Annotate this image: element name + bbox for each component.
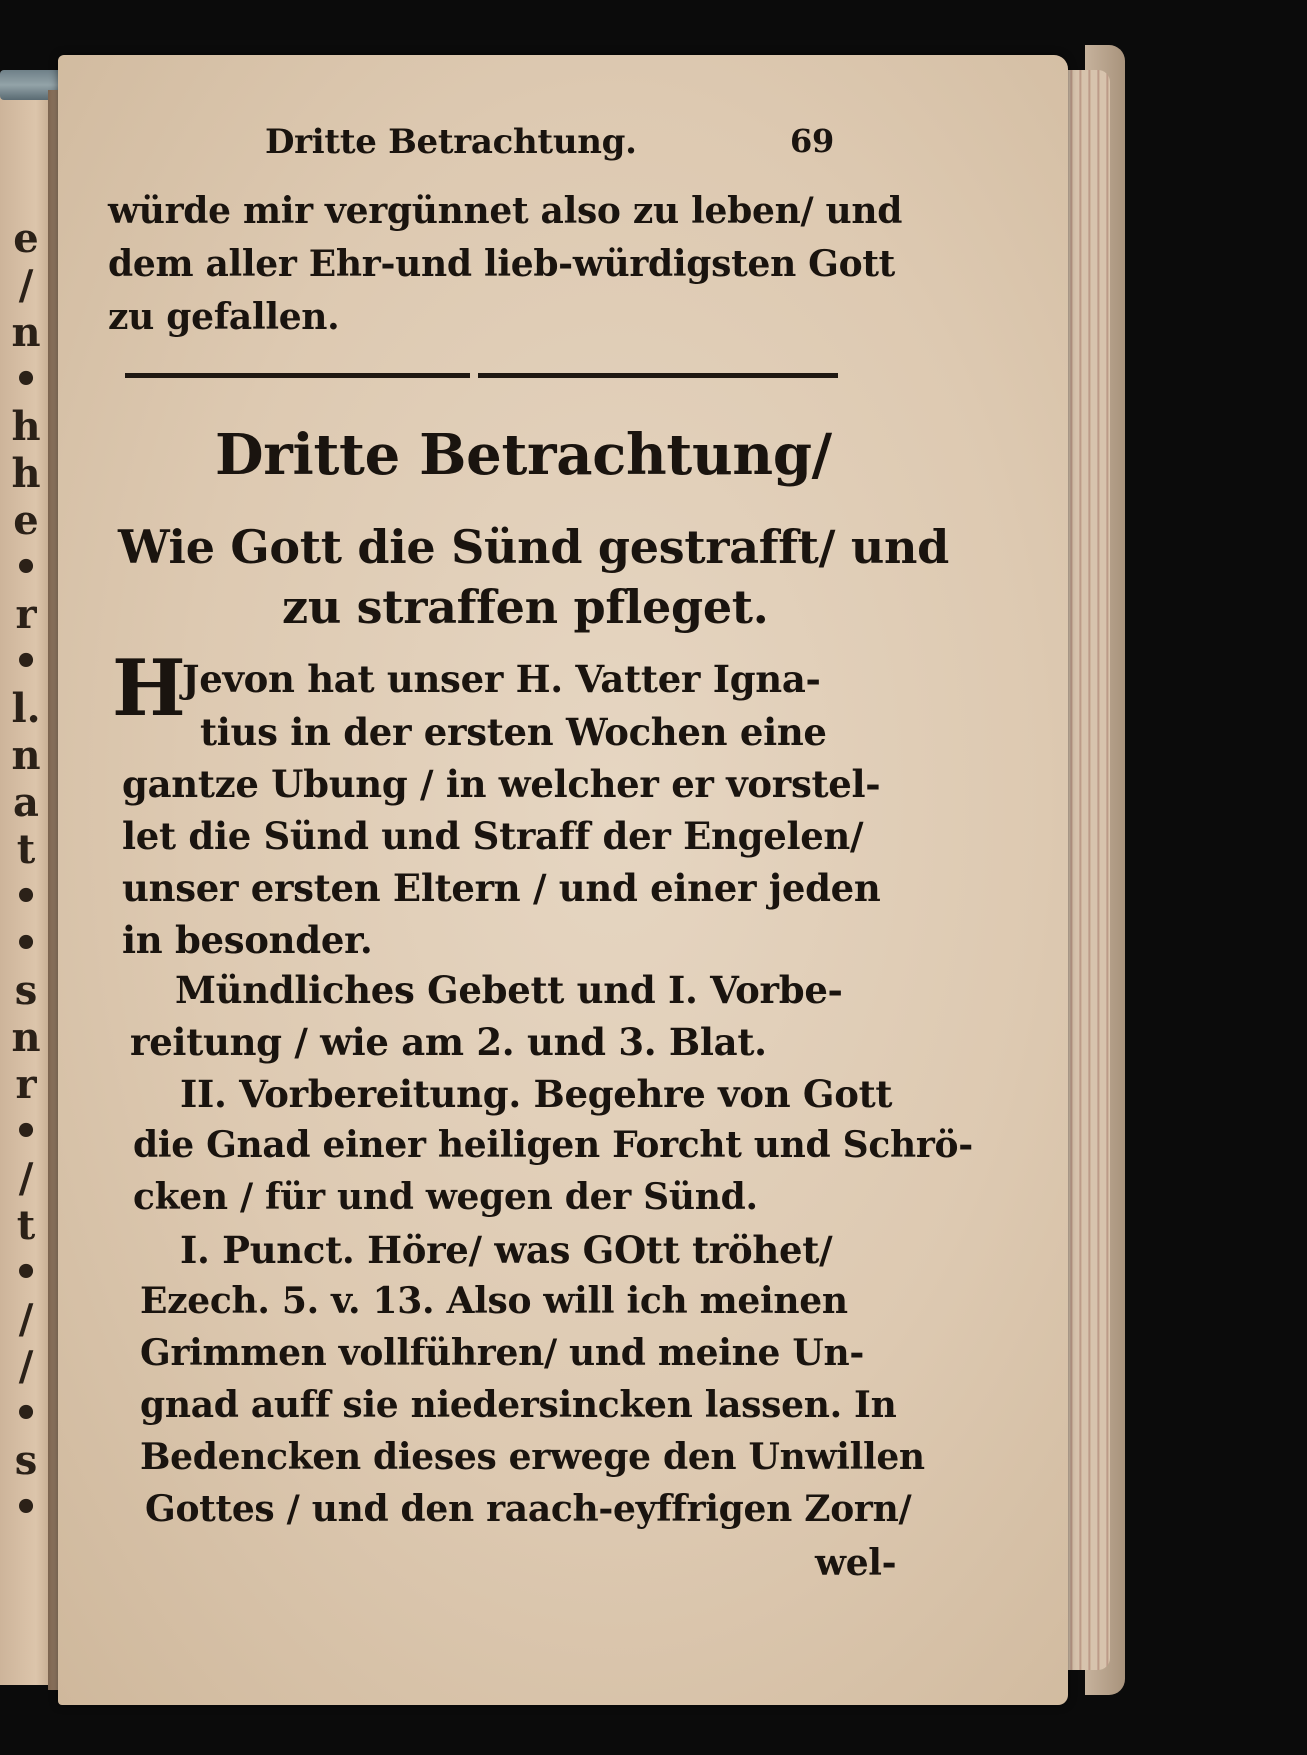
- catchword: wel-: [815, 1542, 897, 1584]
- left-margin-fragment: t: [16, 1202, 36, 1249]
- drop-cap: H: [112, 643, 186, 734]
- left-margin-fragment: /: [18, 1296, 34, 1343]
- body-line-4: die Gnad einer heiligen Forcht und Schrö-: [133, 1124, 973, 1166]
- left-margin-fragment: •: [13, 544, 39, 591]
- running-head: Dritte Betrachtung.: [265, 122, 637, 162]
- left-margin-fragment: a: [13, 779, 39, 826]
- left-margin-fragment: l.: [11, 685, 41, 732]
- chapter-subtitle-line-2: zu straffen pfleget.: [282, 580, 769, 634]
- left-margin-fragment: e: [13, 497, 39, 544]
- intro-line-6: in besonder.: [122, 918, 373, 962]
- left-margin-fragment: •: [13, 873, 39, 920]
- page-number: 69: [790, 122, 834, 160]
- left-margin-fragment: n: [11, 732, 41, 779]
- left-margin-fragment: /: [18, 262, 34, 309]
- intro-line-2: tius in der ersten Wochen eine: [200, 710, 827, 754]
- body-line-6: I. Punct. Höre/ was GOtt tröhet/: [180, 1228, 833, 1272]
- left-margin-fragment: s: [14, 1437, 38, 1484]
- intro-line-4: let die Sünd und Straff der Engelen/: [122, 814, 864, 858]
- chapter-title: Dritte Betrachtung/: [215, 422, 832, 488]
- left-margin-fragment: •: [13, 638, 39, 685]
- body-line-1: Mündliches Gebett und I. Vorbe-: [175, 968, 843, 1012]
- section-rule-left: [125, 373, 470, 378]
- body-line-11: Gottes / und den raach-eyffrigen Zorn/: [145, 1488, 912, 1530]
- left-margin-fragment: n: [11, 309, 41, 356]
- left-margin-fragment: /: [18, 1343, 34, 1390]
- intro-line-5: unser ersten Eltern / und einer jeden: [122, 866, 881, 910]
- left-margin-fragment: n: [11, 1014, 41, 1061]
- left-margin-fragment: •: [13, 1249, 39, 1296]
- left-margin-fragment: •: [13, 920, 39, 967]
- left-margin-fragment: r: [15, 591, 37, 638]
- chapter-subtitle-line-1: Wie Gott die Sünd gestrafft/ und: [118, 520, 950, 574]
- body-line-5: cken / für und wegen der Sünd.: [133, 1176, 758, 1218]
- left-margin-fragment: •: [13, 356, 39, 403]
- left-page-margin-fragments: [4, 215, 48, 1531]
- left-margin-fragment: •: [13, 1484, 39, 1531]
- left-margin-fragment: /: [18, 1155, 34, 1202]
- intro-line-3: gantze Ubung / in welcher er vorstel-: [122, 762, 881, 806]
- body-line-10: Bedencken dieses erwege den Unwillen: [140, 1436, 925, 1478]
- left-margin-fragment: e: [13, 215, 39, 262]
- left-margin-fragment: t: [16, 826, 36, 873]
- body-line-9: gnad auff sie niedersincken lassen. In: [140, 1384, 897, 1426]
- left-margin-fragment: •: [13, 1390, 39, 1437]
- top-line-1: würde mir vergünnet also zu leben/ und: [108, 190, 903, 232]
- top-line-3: zu gefallen.: [108, 296, 340, 338]
- left-margin-fragment: •: [13, 1108, 39, 1155]
- left-margin-fragment: r: [15, 1061, 37, 1108]
- left-margin-fragment: h: [11, 450, 41, 497]
- body-line-2: reitung / wie am 2. und 3. Blat.: [130, 1020, 767, 1064]
- intro-line-1: Jevon hat unser H. Vatter Igna-: [182, 657, 821, 701]
- body-line-7: Ezech. 5. v. 13. Also will ich meinen: [140, 1280, 848, 1322]
- section-rule-right: [478, 373, 838, 378]
- body-line-3: II. Vorbereitung. Begehre von Gott: [180, 1072, 893, 1116]
- left-margin-fragment: s: [14, 967, 38, 1014]
- left-margin-fragment: h: [11, 403, 41, 450]
- top-line-2: dem aller Ehr-und lieb-würdigsten Gott: [108, 243, 895, 285]
- body-line-8: Grimmen vollführen/ und meine Un-: [140, 1332, 864, 1374]
